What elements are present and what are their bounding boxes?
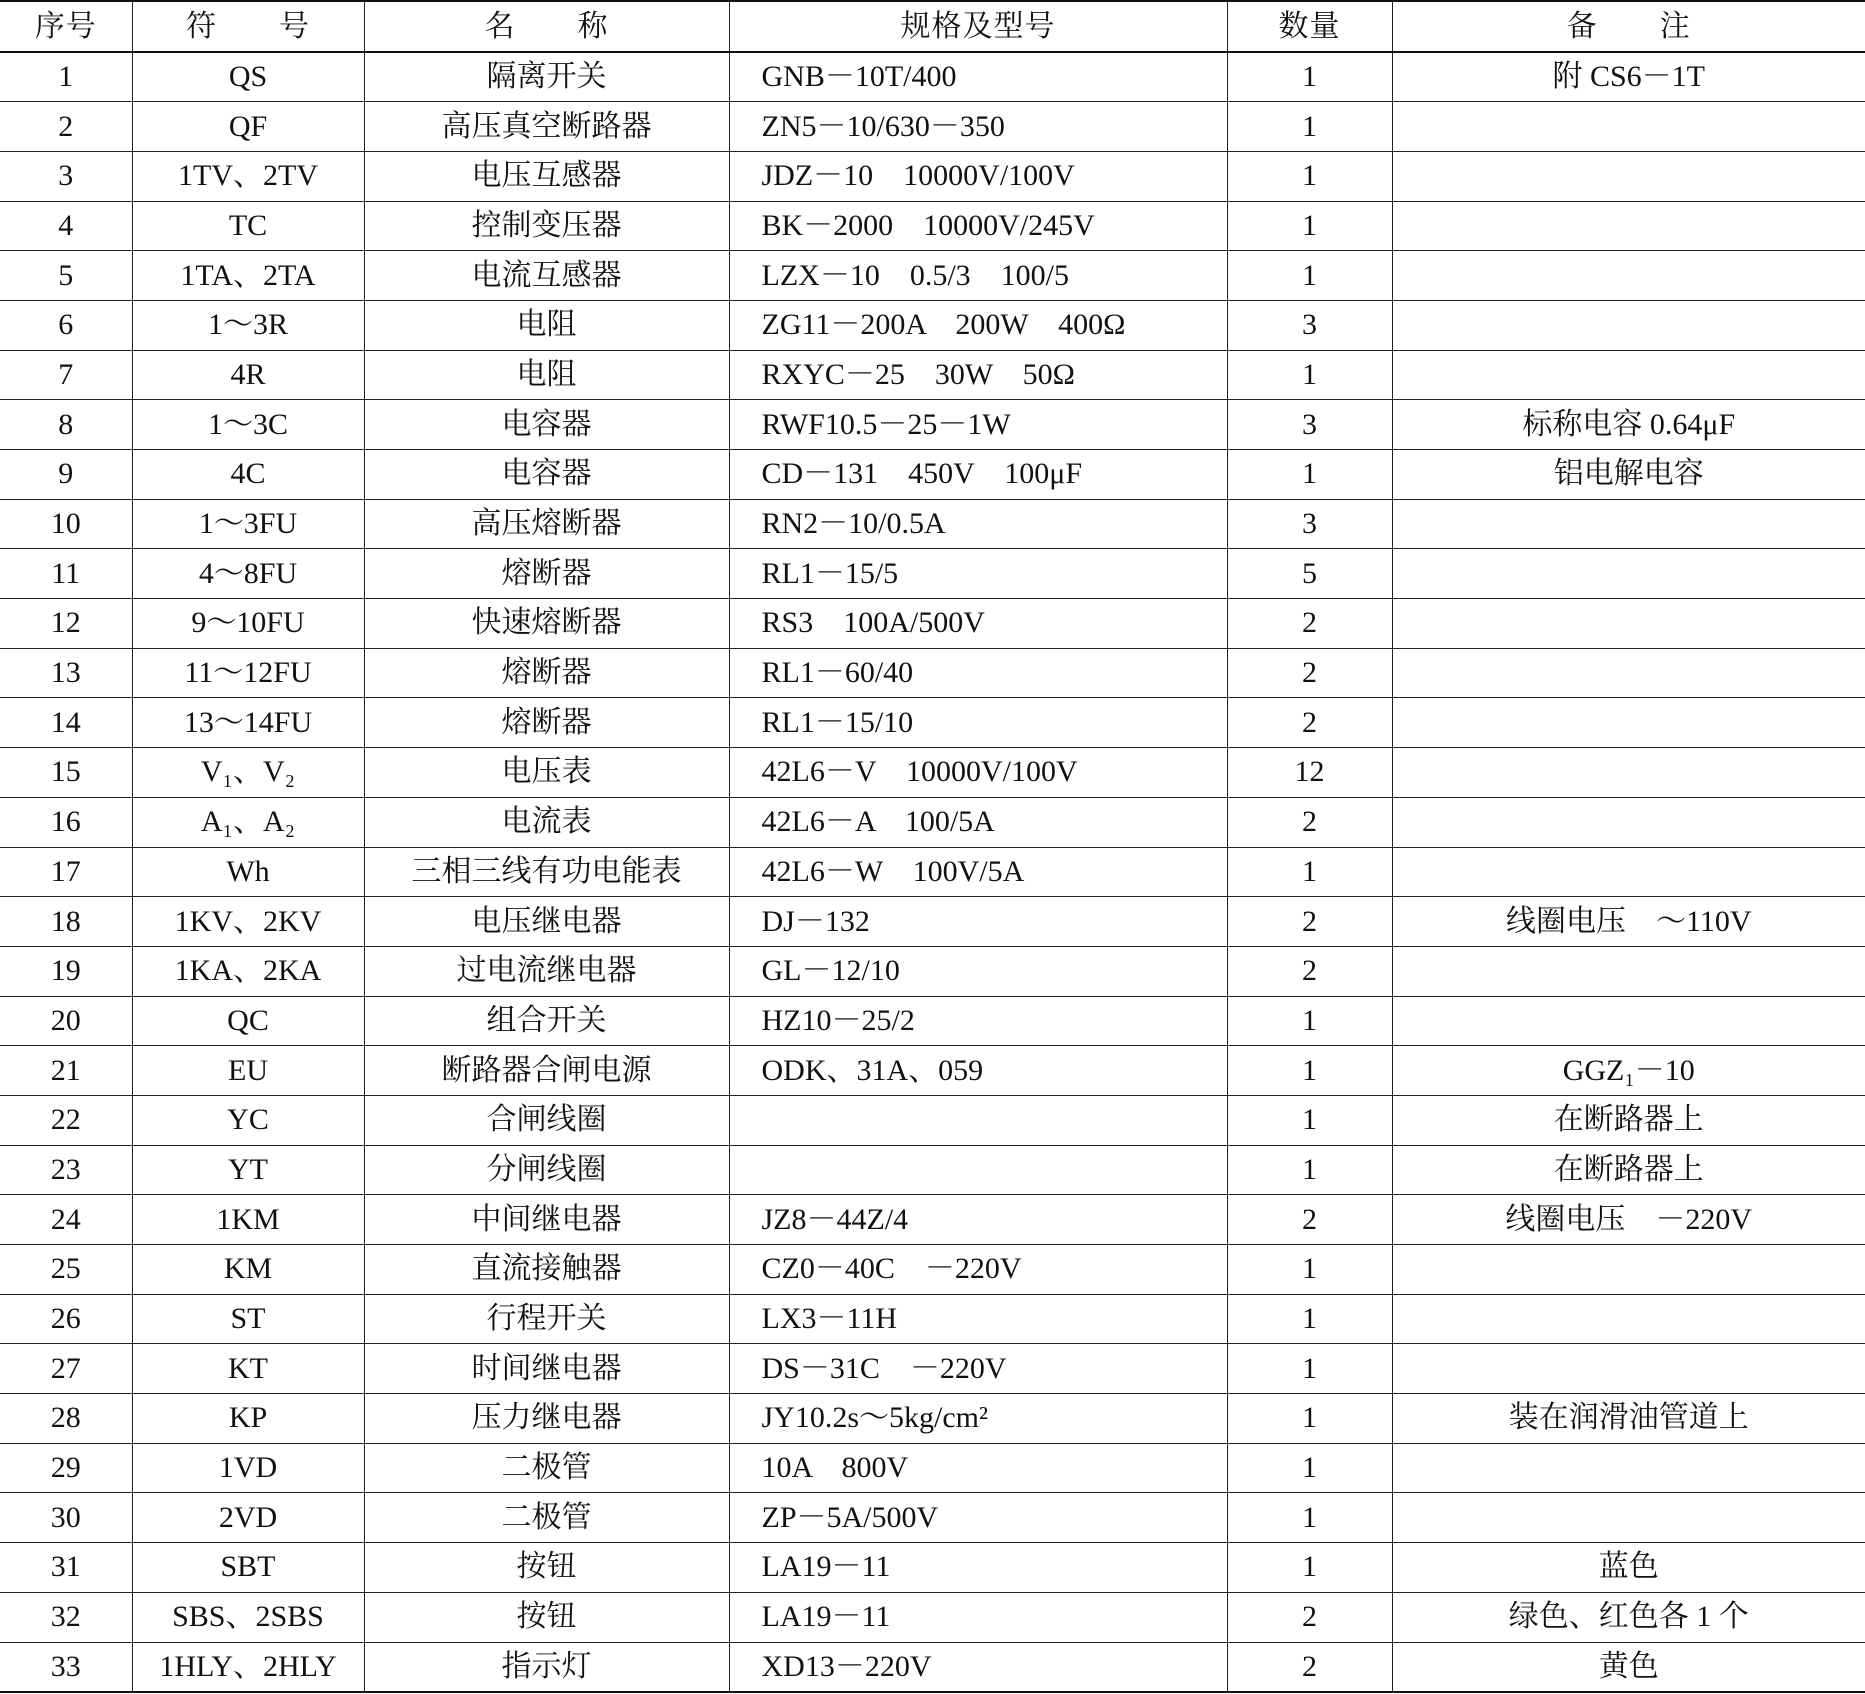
cell-remarks	[1392, 1344, 1865, 1394]
cell-quantity: 1	[1227, 1443, 1392, 1493]
cell-index: 13	[0, 648, 132, 698]
cell-index: 5	[0, 251, 132, 301]
cell-remarks	[1392, 1245, 1865, 1295]
cell-remarks	[1392, 698, 1865, 748]
cell-quantity: 3	[1227, 499, 1392, 549]
cell-name: 按钮	[364, 1543, 729, 1593]
cell-spec: GL－12/10	[729, 946, 1227, 996]
cell-name: 压力继电器	[364, 1394, 729, 1444]
cell-name: 过电流继电器	[364, 946, 729, 996]
cell-spec	[729, 1145, 1227, 1195]
cell-remarks	[1392, 1443, 1865, 1493]
cell-index: 23	[0, 1145, 132, 1195]
cell-quantity: 1	[1227, 1046, 1392, 1096]
cell-index: 9	[0, 450, 132, 500]
cell-symbol: 13～14FU	[132, 698, 364, 748]
cell-symbol: TC	[132, 201, 364, 251]
cell-spec: DS－31C －220V	[729, 1344, 1227, 1394]
cell-spec: RN2－10/0.5A	[729, 499, 1227, 549]
cell-spec	[729, 1095, 1227, 1145]
cell-name: 电容器	[364, 450, 729, 500]
cell-symbol: ST	[132, 1294, 364, 1344]
cell-symbol: 2VD	[132, 1493, 364, 1543]
cell-quantity: 1	[1227, 1543, 1392, 1593]
cell-quantity: 1	[1227, 1095, 1392, 1145]
cell-remarks: 标称电容 0.64μF	[1392, 400, 1865, 450]
cell-name: 直流接触器	[364, 1245, 729, 1295]
cell-remarks	[1392, 549, 1865, 599]
cell-spec: ZN5－10/630－350	[729, 102, 1227, 152]
cell-symbol: 1KV、2KV	[132, 897, 364, 947]
cell-quantity: 1	[1227, 847, 1392, 897]
cell-quantity: 1	[1227, 251, 1392, 301]
cell-name: 熔断器	[364, 549, 729, 599]
cell-symbol: KT	[132, 1344, 364, 1394]
cell-index: 22	[0, 1095, 132, 1145]
cell-name: 指示灯	[364, 1642, 729, 1692]
cell-spec: 42L6－A 100/5A	[729, 797, 1227, 847]
cell-quantity: 2	[1227, 946, 1392, 996]
cell-name: 按钮	[364, 1592, 729, 1642]
table-row	[0, 1095, 1865, 1145]
table-row	[0, 797, 1865, 847]
cell-name: 时间继电器	[364, 1344, 729, 1394]
cell-quantity: 1	[1227, 350, 1392, 400]
cell-spec: 42L6－W 100V/5A	[729, 847, 1227, 897]
cell-quantity: 1	[1227, 1493, 1392, 1543]
cell-name: 电流表	[364, 797, 729, 847]
cell-spec: 42L6－V 10000V/100V	[729, 748, 1227, 798]
cell-symbol: 4R	[132, 350, 364, 400]
cell-index: 27	[0, 1344, 132, 1394]
cell-spec: RWF10.5－25－1W	[729, 400, 1227, 450]
cell-remarks	[1392, 151, 1865, 201]
cell-spec: RL1－15/5	[729, 549, 1227, 599]
cell-spec: BK－2000 10000V/245V	[729, 201, 1227, 251]
cell-spec: LA19－11	[729, 1543, 1227, 1593]
cell-name: 高压熔断器	[364, 499, 729, 549]
table-row	[0, 300, 1865, 350]
table-row	[0, 102, 1865, 152]
cell-name: 三相三线有功电能表	[364, 847, 729, 897]
table-body	[0, 52, 1865, 1692]
cell-quantity: 2	[1227, 599, 1392, 649]
cell-name: 组合开关	[364, 996, 729, 1046]
cell-quantity: 12	[1227, 748, 1392, 798]
cell-index: 2	[0, 102, 132, 152]
cell-name: 电压继电器	[364, 897, 729, 947]
cell-remarks	[1392, 847, 1865, 897]
table-row	[0, 698, 1865, 748]
cell-index: 30	[0, 1493, 132, 1543]
table-row	[0, 1543, 1865, 1593]
header-spec: 规格及型号	[729, 1, 1227, 52]
table-row	[0, 847, 1865, 897]
table-row	[0, 1245, 1865, 1295]
table-row	[0, 648, 1865, 698]
cell-quantity: 2	[1227, 648, 1392, 698]
header-index: 序号	[0, 1, 132, 52]
cell-remarks	[1392, 499, 1865, 549]
cell-remarks: 铝电解电容	[1392, 450, 1865, 500]
cell-symbol: 1～3C	[132, 400, 364, 450]
cell-index: 32	[0, 1592, 132, 1642]
cell-symbol: 4～8FU	[132, 549, 364, 599]
cell-index: 14	[0, 698, 132, 748]
cell-quantity: 5	[1227, 549, 1392, 599]
cell-index: 33	[0, 1642, 132, 1692]
cell-quantity: 1	[1227, 102, 1392, 152]
table-row	[0, 599, 1865, 649]
cell-quantity: 1	[1227, 201, 1392, 251]
cell-name: 电阻	[364, 350, 729, 400]
table-row	[0, 1294, 1865, 1344]
cell-index: 24	[0, 1195, 132, 1245]
table-row	[0, 1443, 1865, 1493]
cell-spec: GNB－10T/400	[729, 52, 1227, 102]
cell-remarks: 绿色、红色各 1 个	[1392, 1592, 1865, 1642]
cell-symbol: Wh	[132, 847, 364, 897]
cell-spec: RL1－15/10	[729, 698, 1227, 748]
cell-symbol: 1VD	[132, 1443, 364, 1493]
table-row	[0, 748, 1865, 798]
cell-index: 18	[0, 897, 132, 947]
cell-spec: LZX－10 0.5/3 100/5	[729, 251, 1227, 301]
cell-symbol: 1～3FU	[132, 499, 364, 549]
cell-index: 31	[0, 1543, 132, 1593]
cell-index: 26	[0, 1294, 132, 1344]
cell-symbol: 9～10FU	[132, 599, 364, 649]
cell-spec: HZ10－25/2	[729, 996, 1227, 1046]
cell-index: 10	[0, 499, 132, 549]
cell-index: 20	[0, 996, 132, 1046]
header-symbol: 符 号	[132, 1, 364, 52]
cell-name: 控制变压器	[364, 201, 729, 251]
cell-symbol: YT	[132, 1145, 364, 1195]
cell-symbol: QS	[132, 52, 364, 102]
cell-quantity: 3	[1227, 300, 1392, 350]
cell-symbol: 1TV、2TV	[132, 151, 364, 201]
table-row	[0, 400, 1865, 450]
header-remarks: 备 注	[1392, 1, 1865, 52]
cell-symbol: KM	[132, 1245, 364, 1295]
cell-index: 25	[0, 1245, 132, 1295]
cell-name: 熔断器	[364, 648, 729, 698]
cell-symbol: 1KA、2KA	[132, 946, 364, 996]
cell-name: 行程开关	[364, 1294, 729, 1344]
cell-name: 快速熔断器	[364, 599, 729, 649]
table-row	[0, 946, 1865, 996]
table-row	[0, 549, 1865, 599]
cell-remarks	[1392, 1294, 1865, 1344]
cell-quantity: 1	[1227, 1294, 1392, 1344]
cell-remarks: 装在润滑油管道上	[1392, 1394, 1865, 1444]
cell-index: 12	[0, 599, 132, 649]
cell-remarks: 附 CS6－1T	[1392, 52, 1865, 102]
cell-quantity: 1	[1227, 996, 1392, 1046]
table-row	[0, 1592, 1865, 1642]
cell-remarks	[1392, 102, 1865, 152]
cell-quantity: 2	[1227, 1195, 1392, 1245]
cell-quantity: 1	[1227, 450, 1392, 500]
cell-index: 6	[0, 300, 132, 350]
table-row	[0, 1394, 1865, 1444]
cell-quantity: 2	[1227, 797, 1392, 847]
table-row	[0, 1642, 1865, 1692]
table-row	[0, 350, 1865, 400]
table-row	[0, 1344, 1865, 1394]
cell-spec: RL1－60/40	[729, 648, 1227, 698]
cell-spec: ZG11－200A 200W 400Ω	[729, 300, 1227, 350]
cell-symbol: 1～3R	[132, 300, 364, 350]
cell-remarks	[1392, 748, 1865, 798]
cell-name: 合闸线圈	[364, 1095, 729, 1145]
table-row	[0, 1195, 1865, 1245]
table-row	[0, 1046, 1865, 1096]
cell-name: 二极管	[364, 1443, 729, 1493]
cell-quantity: 2	[1227, 897, 1392, 947]
cell-index: 19	[0, 946, 132, 996]
cell-name: 高压真空断路器	[364, 102, 729, 152]
cell-remarks: 线圈电压 －220V	[1392, 1195, 1865, 1245]
cell-name: 电压互感器	[364, 151, 729, 201]
cell-symbol: 1HLY、2HLY	[132, 1642, 364, 1692]
table-row	[0, 52, 1865, 102]
cell-symbol: 1TA、2TA	[132, 251, 364, 301]
cell-quantity: 3	[1227, 400, 1392, 450]
cell-spec: RXYC－25 30W 50Ω	[729, 350, 1227, 400]
cell-remarks: 蓝色	[1392, 1543, 1865, 1593]
cell-remarks	[1392, 648, 1865, 698]
cell-spec: LA19－11	[729, 1592, 1227, 1642]
cell-symbol: 1KM	[132, 1195, 364, 1245]
cell-remarks	[1392, 300, 1865, 350]
cell-quantity: 2	[1227, 1592, 1392, 1642]
cell-spec: DJ－132	[729, 897, 1227, 947]
cell-name: 电容器	[364, 400, 729, 450]
cell-remarks	[1392, 350, 1865, 400]
cell-spec: RS3 100A/500V	[729, 599, 1227, 649]
cell-quantity: 2	[1227, 698, 1392, 748]
cell-name: 二极管	[364, 1493, 729, 1543]
cell-symbol: SBT	[132, 1543, 364, 1593]
cell-name: 分闸线圈	[364, 1145, 729, 1195]
cell-name: 熔断器	[364, 698, 729, 748]
header-quantity: 数量	[1227, 1, 1392, 52]
cell-name: 电流互感器	[364, 251, 729, 301]
cell-spec: LX3－11H	[729, 1294, 1227, 1344]
cell-remarks	[1392, 201, 1865, 251]
cell-index: 11	[0, 549, 132, 599]
cell-index: 29	[0, 1443, 132, 1493]
cell-index: 17	[0, 847, 132, 897]
cell-symbol: SBS、2SBS	[132, 1592, 364, 1642]
cell-spec: ODK、31A、059	[729, 1046, 1227, 1096]
table-row	[0, 1493, 1865, 1543]
cell-quantity: 1	[1227, 52, 1392, 102]
cell-remarks	[1392, 946, 1865, 996]
table-row	[0, 251, 1865, 301]
cell-remarks: 线圈电压 ～110V	[1392, 897, 1865, 947]
cell-quantity: 1	[1227, 151, 1392, 201]
table-row	[0, 151, 1865, 201]
cell-spec: 10A 800V	[729, 1443, 1227, 1493]
cell-spec: JZ8－44Z/4	[729, 1195, 1227, 1245]
table-row	[0, 201, 1865, 251]
table-row	[0, 1145, 1865, 1195]
cell-index: 15	[0, 748, 132, 798]
cell-index: 8	[0, 400, 132, 450]
cell-symbol: YC	[132, 1095, 364, 1145]
table-row	[0, 499, 1865, 549]
cell-remarks: 黄色	[1392, 1642, 1865, 1692]
cell-spec: CD－131 450V 100μF	[729, 450, 1227, 500]
cell-remarks: 在断路器上	[1392, 1095, 1865, 1145]
cell-name: 隔离开关	[364, 52, 729, 102]
cell-symbol: A₁、A₂	[132, 797, 364, 847]
cell-spec: JDZ－10 10000V/100V	[729, 151, 1227, 201]
cell-remarks	[1392, 797, 1865, 847]
cell-name: 中间继电器	[364, 1195, 729, 1245]
cell-symbol: 4C	[132, 450, 364, 500]
cell-symbol: 11～12FU	[132, 648, 364, 698]
cell-remarks	[1392, 251, 1865, 301]
cell-remarks: 在断路器上	[1392, 1145, 1865, 1195]
cell-index: 16	[0, 797, 132, 847]
cell-quantity: 1	[1227, 1245, 1392, 1295]
cell-index: 21	[0, 1046, 132, 1096]
cell-remarks: GGZ₁－10	[1392, 1046, 1865, 1096]
cell-symbol: V₁、V₂	[132, 748, 364, 798]
cell-spec: CZ0－40C －220V	[729, 1245, 1227, 1295]
cell-symbol: QF	[132, 102, 364, 152]
cell-spec: ZP－5A/500V	[729, 1493, 1227, 1543]
cell-index: 7	[0, 350, 132, 400]
cell-symbol: QC	[132, 996, 364, 1046]
cell-quantity: 1	[1227, 1394, 1392, 1444]
table-row	[0, 450, 1865, 500]
cell-remarks	[1392, 996, 1865, 1046]
cell-index: 3	[0, 151, 132, 201]
table-row	[0, 996, 1865, 1046]
cell-spec: JY10.2s～5kg/cm²	[729, 1394, 1227, 1444]
cell-name: 断路器合闸电源	[364, 1046, 729, 1096]
cell-remarks	[1392, 1493, 1865, 1543]
table-row	[0, 897, 1865, 947]
cell-quantity: 1	[1227, 1344, 1392, 1394]
cell-name: 电压表	[364, 748, 729, 798]
cell-name: 电阻	[364, 300, 729, 350]
cell-index: 1	[0, 52, 132, 102]
cell-quantity: 1	[1227, 1145, 1392, 1195]
cell-index: 28	[0, 1394, 132, 1444]
header-row	[0, 1, 1865, 52]
cell-quantity: 2	[1227, 1642, 1392, 1692]
cell-symbol: KP	[132, 1394, 364, 1444]
cell-remarks	[1392, 599, 1865, 649]
cell-index: 4	[0, 201, 132, 251]
cell-spec: XD13－220V	[729, 1642, 1227, 1692]
cell-symbol: EU	[132, 1046, 364, 1096]
header-name: 名 称	[364, 1, 729, 52]
